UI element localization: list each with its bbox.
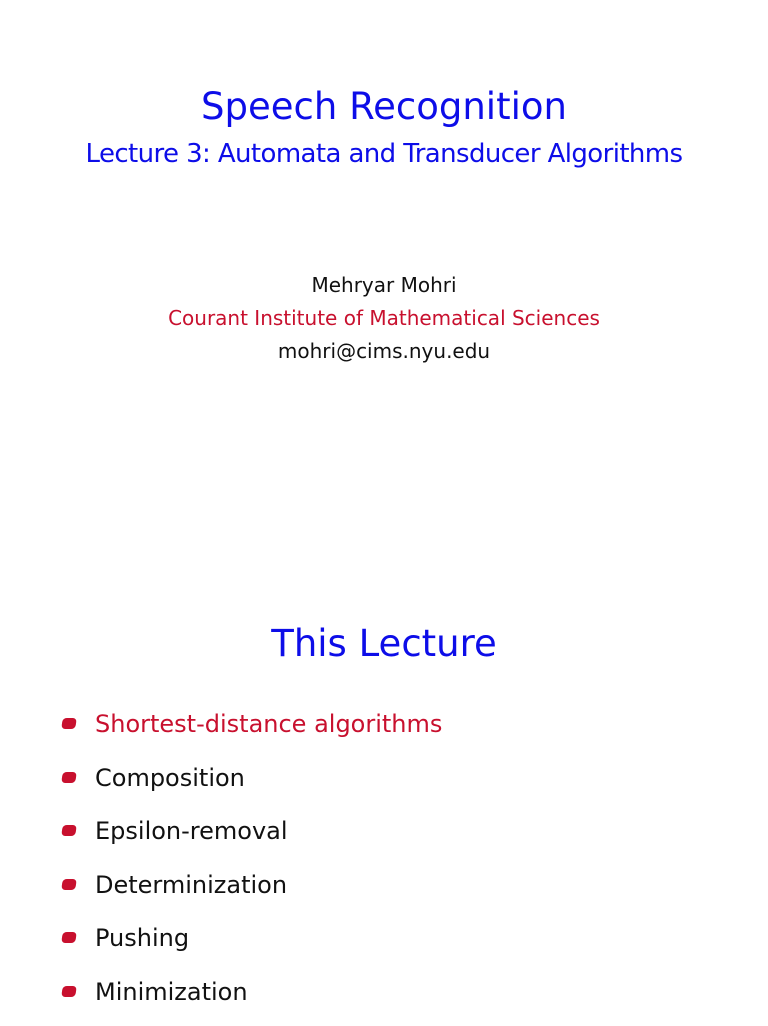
square-bullet-icon	[61, 825, 77, 836]
author-name: Mehryar Mohri	[311, 273, 457, 297]
outline-item-label: Composition	[95, 763, 245, 792]
outline-item-determinization	[0, 865, 442, 919]
outline-item-composition	[0, 758, 442, 812]
outline-item-minimization	[0, 972, 442, 1026]
outline-item-shortest-distance	[0, 704, 442, 758]
institution-name: Courant Institute of Mathematical Sciences	[168, 306, 600, 330]
square-bullet-icon	[61, 932, 77, 943]
outline-item-pushing	[0, 918, 442, 972]
lecture-outline-slide	[0, 576, 768, 1024]
square-bullet-icon	[61, 986, 77, 997]
outline-item-label: Epsilon-removal	[95, 817, 288, 846]
square-bullet-icon	[61, 879, 77, 890]
square-bullet-icon	[61, 772, 77, 783]
outline-item-label: Minimization	[95, 977, 248, 1006]
outline-item-epsilon-removal	[0, 811, 442, 865]
slide-subtitle: Lecture 3: Automata and Transducer Algorithms	[85, 139, 683, 169]
outline-item-label: Determinization	[95, 870, 288, 899]
author-email: mohri@cims.nyu.edu	[277, 339, 491, 363]
outline-list	[0, 704, 442, 1026]
outline-item-label: Pushing	[95, 924, 190, 953]
section-title: This Lecture	[271, 622, 497, 665]
outline-item-label: Shortest-distance algorithms	[95, 710, 443, 738]
slide-title: Speech Recognition	[201, 85, 567, 128]
square-bullet-icon	[61, 718, 77, 729]
